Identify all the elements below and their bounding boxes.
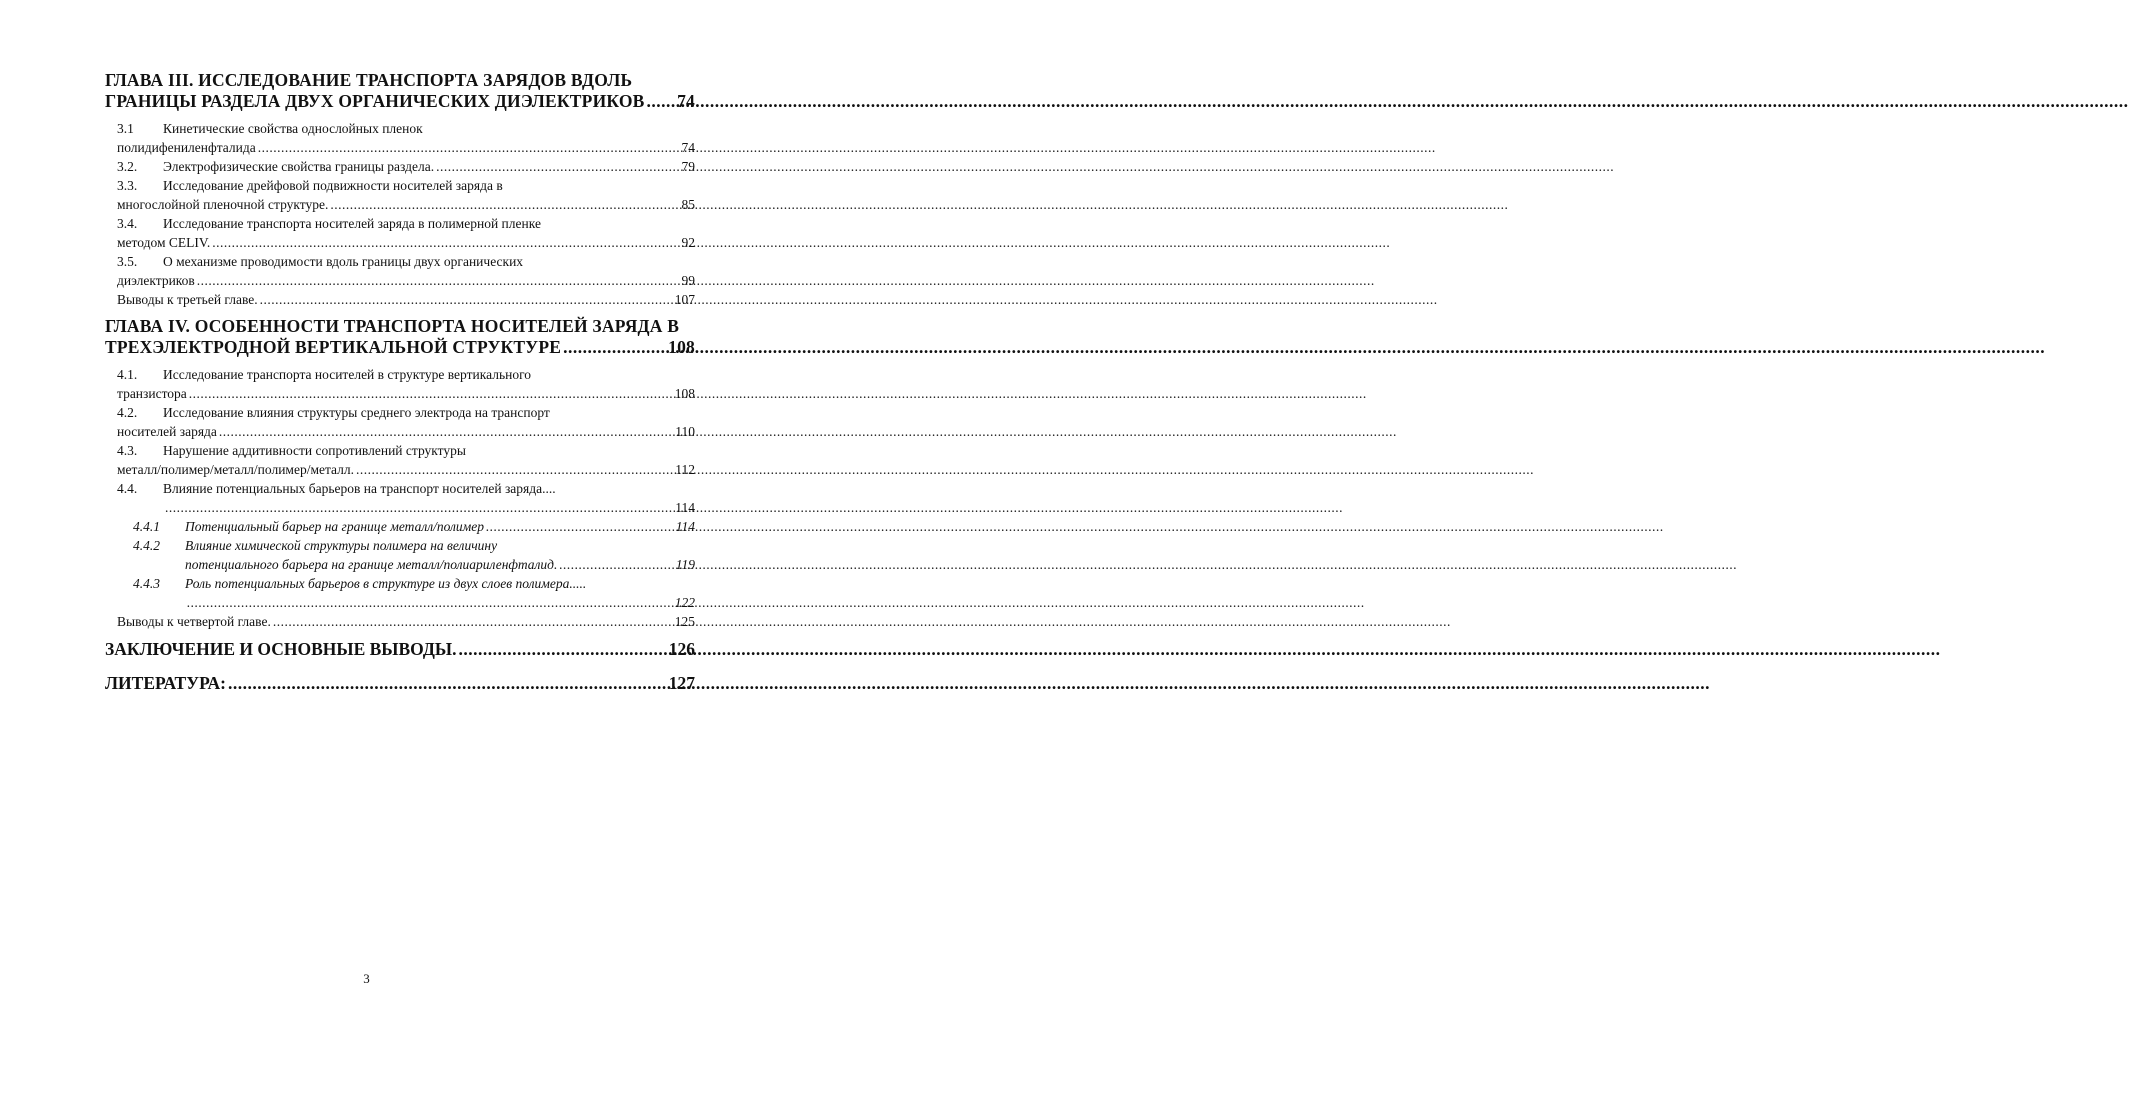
toc-entry-conclusion: [105, 639, 695, 660]
entry-page: 110: [675, 424, 695, 439]
entry-title: Выводы к четвертой главе.: [117, 614, 271, 629]
entry-page: 114: [675, 500, 695, 515]
dot-leader: [228, 673, 667, 694]
entry-number: 4.4.2: [133, 538, 160, 553]
entry-number: 3.2.: [117, 159, 138, 174]
entry-number: 3.1: [117, 121, 134, 136]
entry-title-line2: транзистора: [117, 386, 187, 401]
entry-title-line2: металл/полимер/металл/полимер/металл.: [117, 462, 355, 477]
chapter-4-page: 108: [668, 337, 695, 357]
dot-leader: [436, 157, 679, 176]
dot-leader: [330, 195, 679, 214]
dot-leader: [356, 460, 673, 479]
dot-leader: [212, 233, 679, 252]
dot-leader: [219, 422, 673, 441]
chapter-3-title-line1: ГЛАВА III. ИССЛЕДОВАНИЕ ТРАНСПОРТА ЗАРЯДОВ ВДОЛЬ: [105, 70, 633, 90]
chapter-4-title-line2: ТРЕХЭЛЕКТРОДНОЙ ВЕРТИКАЛЬНОЙ СТРУКТУРЕ: [105, 337, 562, 357]
dot-leader: [189, 384, 673, 403]
entry-title-line1: Влияние химической структуры полимера на величину: [185, 538, 498, 553]
entry-title-line2: многослойной пленочной структуре.: [117, 197, 329, 212]
entry-page: 126: [668, 639, 695, 659]
entry-title-line1: Влияние потенциальных барьеров на транспорт носителей заряда....: [163, 481, 556, 496]
entry-page: 119: [675, 557, 695, 572]
chapter-3-page: 74: [677, 91, 695, 111]
dot-leader: [647, 91, 676, 112]
entry-page: 125: [674, 614, 695, 629]
dot-leader: [563, 337, 666, 358]
entry-page: 114: [675, 519, 695, 534]
chapter-3-heading: [105, 70, 695, 112]
entry-page: 99: [681, 273, 695, 288]
entry-page: 92: [681, 235, 695, 250]
entry-title-line2: носителей заряда: [117, 424, 217, 439]
entry-title: Выводы к третьей главе.: [117, 292, 258, 307]
entry-number: 4.4.: [117, 481, 138, 496]
toc-entry-4-3: [105, 441, 695, 479]
entry-page: 74: [681, 140, 695, 155]
entry-title-line1: Роль потенциальных барьеров в структуре из двух слоев полимера.....: [185, 576, 587, 591]
entry-number: 3.5.: [117, 254, 138, 269]
dot-leader: [486, 517, 674, 536]
entry-number: 4.4.3: [133, 576, 160, 591]
entry-title-line2: потенциального барьера на границе металл/полиариленфталид.: [185, 557, 558, 572]
entry-page: 112: [675, 462, 695, 477]
entry-title-line1: Кинетические свойства однослойных пленок: [163, 121, 423, 136]
entry-page: 85: [681, 197, 695, 212]
entry-number: 4.1.: [117, 367, 138, 382]
table-of-contents: [105, 70, 695, 694]
entry-title-line1: Исследование влияния структуры среднего электрода на транспорт: [163, 405, 550, 420]
entry-title-line2: методом CELIV.: [117, 235, 211, 250]
toc-entry-chapter-3-conclusions: [105, 290, 695, 309]
toc-entry-chapter-4-conclusions: [105, 612, 695, 631]
entry-page: 107: [674, 292, 695, 307]
entry-page: 122: [674, 595, 695, 610]
entry-title-line1: Исследование транспорта носителей в структуре вертикального: [163, 367, 532, 382]
dot-leader: [273, 612, 673, 631]
toc-entry-3-2: [105, 157, 695, 176]
dot-leader: [197, 271, 680, 290]
dot-leader: [459, 639, 667, 660]
toc-entry-3-1: [105, 119, 695, 157]
entry-title-line2: полидифениленфталида: [117, 140, 256, 155]
entry-title: ЛИТЕРАТУРА:: [105, 673, 226, 693]
entry-title: ЗАКЛЮЧЕНИЕ И ОСНОВНЫЕ ВЫВОДЫ.: [105, 639, 457, 659]
entry-number: 3.4.: [117, 216, 138, 231]
toc-entry-4-4-2: [105, 536, 695, 574]
entry-title-line1: О механизме проводимости вдоль границы двух органических: [163, 254, 524, 269]
entry-page: 108: [674, 386, 695, 401]
entry-title-line2: диэлектриков: [117, 273, 195, 288]
toc-entry-references: [105, 673, 695, 694]
chapter-3-title-line2: ГРАНИЦЫ РАЗДЕЛА ДВУХ ОРГАНИЧЕСКИХ ДИЭЛЕКТРИКОВ: [105, 91, 645, 111]
toc-entry-4-2: [105, 403, 695, 441]
entry-title-line1: Потенциальный барьер на границе металл/полимер: [185, 519, 484, 534]
dot-leader: [559, 555, 673, 574]
toc-entry-4-1: [105, 365, 695, 403]
entry-title-line1: Нарушение аддитивности сопротивлений структуры: [163, 443, 466, 458]
entry-title-line1: Электрофизические свойства границы раздела.: [163, 159, 435, 174]
toc-entry-4-4-1: [105, 517, 695, 536]
chapter-4-title-line1: ГЛАВА IV. ОСОБЕННОСТИ ТРАНСПОРТА НОСИТЕЛЕЙ ЗАРЯДА В: [105, 316, 680, 336]
dot-leader: [258, 138, 680, 157]
page-number: 3: [363, 971, 370, 986]
toc-entry-3-3: [105, 176, 695, 214]
dot-leader: [260, 290, 673, 309]
dot-leader: [187, 593, 673, 612]
toc-entry-3-5: [105, 252, 695, 290]
entry-page: 127: [668, 673, 695, 693]
entry-title-line1: Исследование дрейфовой подвижности носителей заряда в: [163, 178, 503, 193]
entry-title-line1: Исследование транспорта носителей заряда в полимерной пленке: [163, 216, 541, 231]
toc-entry-3-4: [105, 214, 695, 252]
entry-number: 4.2.: [117, 405, 138, 420]
toc-entry-4-4-3: [105, 574, 695, 612]
toc-entry-4-4: [105, 479, 695, 517]
entry-number: 4.4.1: [133, 519, 160, 534]
dot-leader: [165, 498, 673, 517]
entry-number: 4.3.: [117, 443, 138, 458]
entry-page: 79: [681, 159, 695, 174]
entry-number: 3.3.: [117, 178, 138, 193]
chapter-4-heading: [105, 316, 695, 358]
